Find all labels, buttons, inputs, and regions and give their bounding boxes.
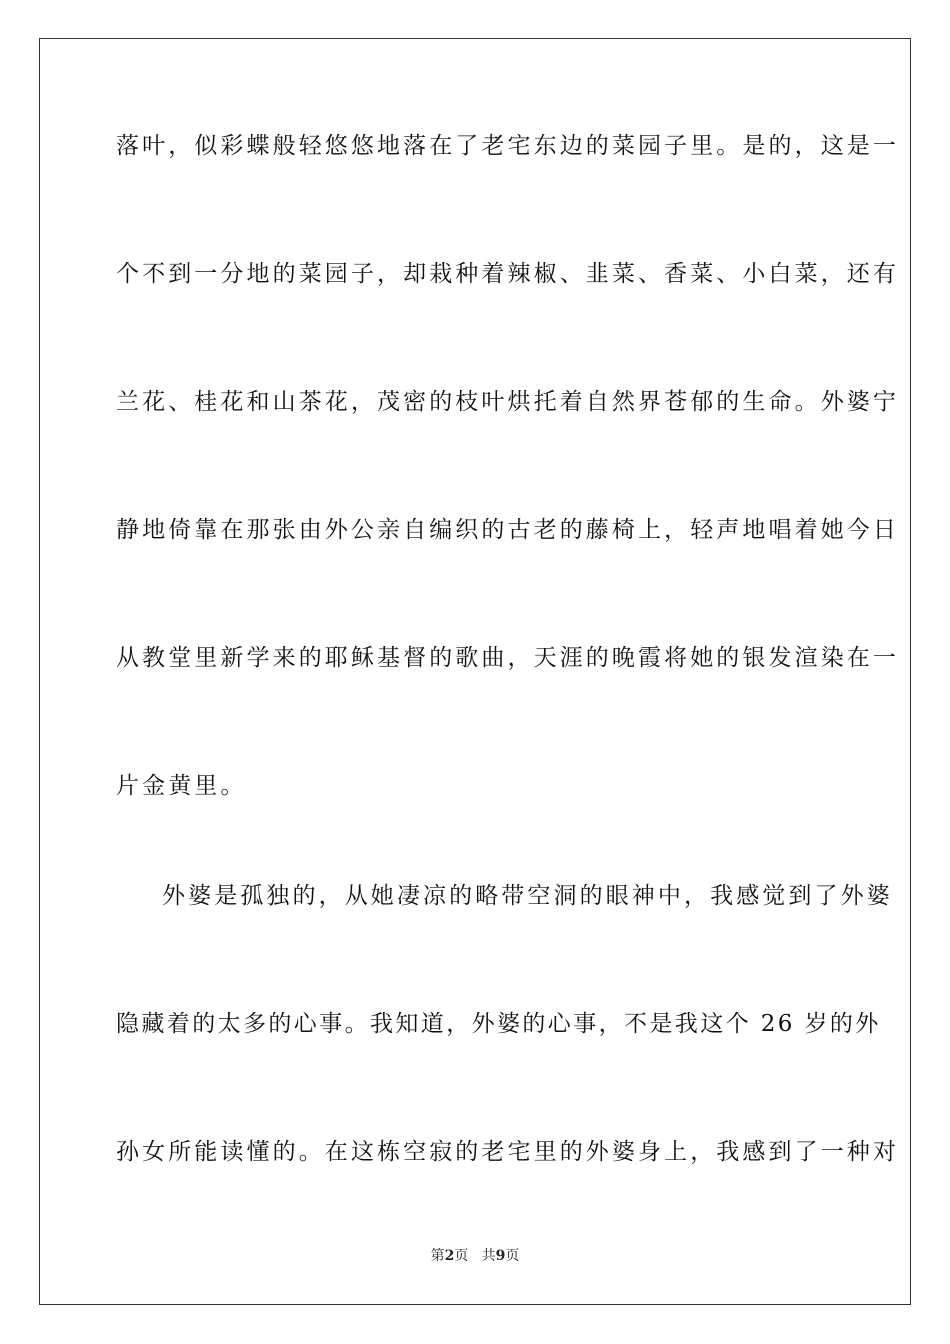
- text-line-4: 静地倚靠在那张由外公亲自编织的古老的藤椅上，轻声地唱着她今日: [116, 517, 899, 543]
- page-total: 9: [495, 1248, 506, 1264]
- page-footer: [0, 1246, 950, 1266]
- text-line-3: 兰花、桂花和山茶花，茂密的枝叶烘托着自然界苍郁的生命。外婆宁: [116, 389, 899, 415]
- text-line-1: 落叶，似彩蝶般轻悠悠地落在了老宅东边的菜园子里。是的，这是一: [116, 133, 899, 159]
- text-line-2: 个不到一分地的菜园子，却栽种着辣椒、韭菜、香菜、小白菜，还有: [116, 261, 899, 287]
- text-line-9: 孙女所能读懂的。在这栋空寂的老宅里的外婆身上，我感到了一种对: [116, 1139, 899, 1165]
- page-current: 2: [444, 1248, 455, 1264]
- text-line-5: 从教堂里新学来的耶稣基督的歌曲，天涯的晚霞将她的银发渲染在一: [116, 645, 899, 671]
- text-line-8: 隐藏着的太多的心事。我知道，外婆的心事，不是我这个 26 岁的外: [116, 1011, 881, 1037]
- text-line-7: 外婆是孤独的，从她凄凉的略带空洞的眼神中，我感觉到了外婆: [162, 883, 893, 909]
- total-suffix: 页: [505, 1248, 520, 1264]
- text-line-6: 片金黄里。: [116, 773, 247, 799]
- total-prefix: 共: [481, 1248, 496, 1264]
- page-suffix: 页: [454, 1248, 469, 1264]
- page-prefix: 第: [430, 1248, 445, 1264]
